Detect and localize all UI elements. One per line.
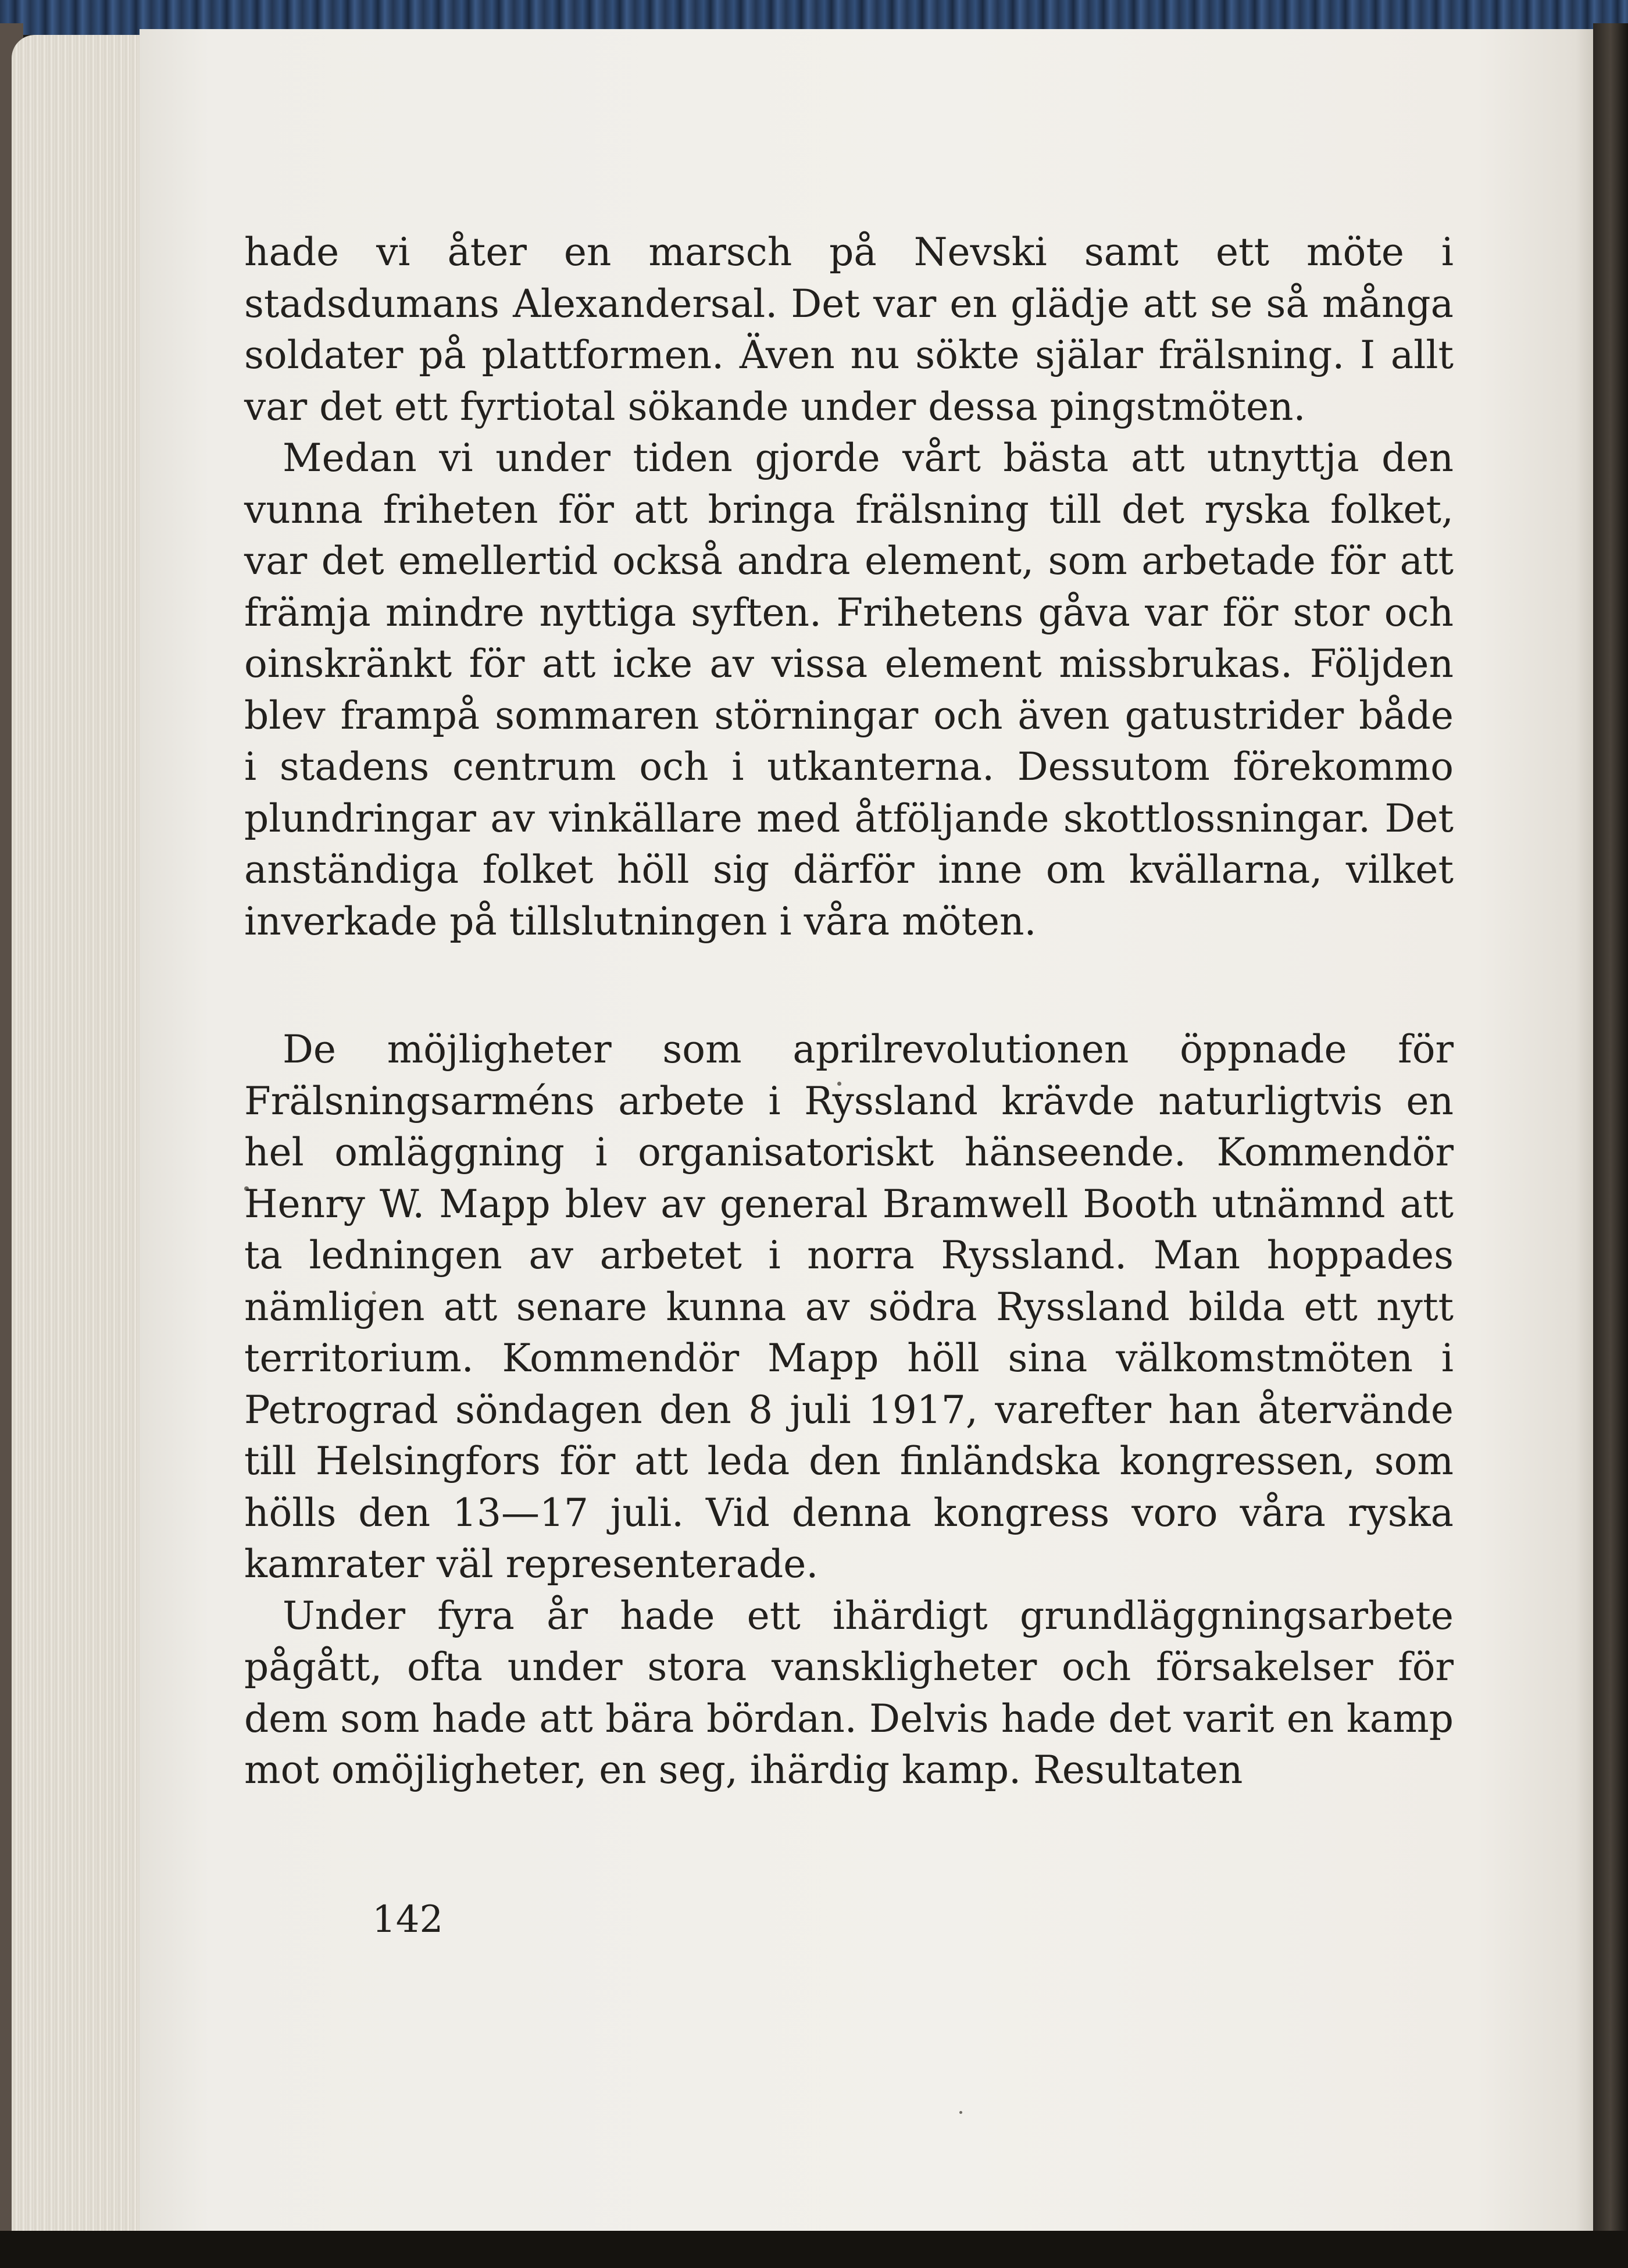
paragraph-1: hade vi åter en marsch på Nevski samt ett möte i stadsdumans Alexandersal. Det var en glädje att se så många soldater på plattformen. Även nu sökte själar frälsning. I allt var det ett fyrtiotal sökande under dessa pingstmöten. <box>244 230 1454 429</box>
paragraph-3: De möjligheter som aprilrevolutionen öppnade för Frälsningsarméns arbete i Ryssland krävde naturligtvis en hel omläggning i organisatoriskt hänseende. Kommendör Henry W. Mapp blev av general Bramwell Booth utnämnd att ta ledningen av arbetet i norra Ryssland. Man hoppades nämligen att senare kunna av södra Ryssland bilda ett nytt territorium. Kommendör Mapp höll sina välkomstmöten i Petrograd söndagen den 8 juli 1917, varefter han återvände till Helsingfors för att leda den finländska kongressen, som hölls den 13—17 juli. Vid denna kongress voro våra ryska kamrater väl representerade. <box>244 1027 1454 1586</box>
page-stack-edge <box>12 35 145 2239</box>
book-gutter <box>1593 23 1628 2268</box>
paragraph-2: Medan vi under tiden gjorde vårt bästa att utnyttja den vunna friheten för att bringa frälsning till det ryska folket, var det emellertid också andra element, som arbetade för att främja mindre nyttiga syften. Frihetens gåva var för stor och oinskränkt för att icke av vissa element missbrukas. Följden blev frampå sommaren störningar och även gatustrider både i stadens centrum och i utkanterna. Dessutom förekommo plundringar av vinkällare med åtföljande skottlossningar. Det anständiga folket höll sig därför inne om kvällarna, vilket inverkade på tillslutningen i våra möten. <box>244 436 1454 944</box>
book-bottom-edge <box>0 2231 1628 2268</box>
body-text <box>244 227 1454 1796</box>
page-number: 142 <box>372 1898 444 1941</box>
paper-speck <box>959 2111 962 2114</box>
paragraph-4: Under fyra år hade ett ihärdigt grundläggningsarbete pågått, ofta under stora vanskligheter och försakelser för dem som hade att bära bördan. Delvis hade det varit en kamp mot omöjligheter, en seg, ihärdig kamp. Resultaten <box>244 1593 1454 1792</box>
